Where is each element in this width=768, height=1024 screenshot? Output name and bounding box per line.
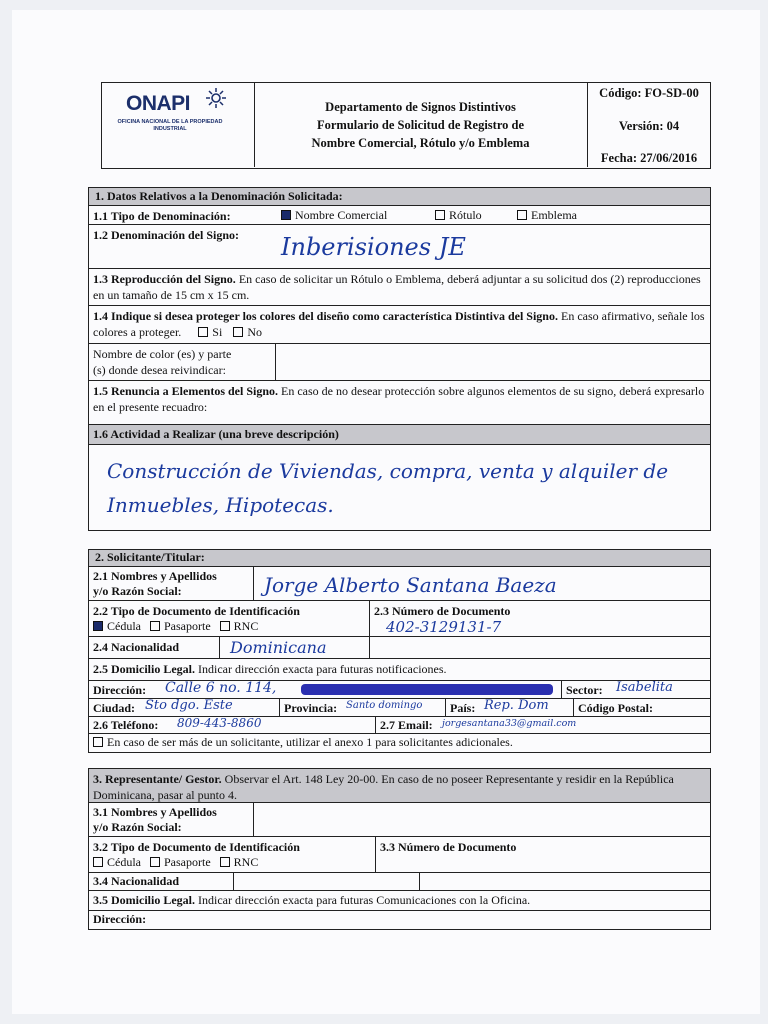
form-code: Código: FO-SD-00 bbox=[599, 86, 699, 100]
tipo-documento-cell bbox=[89, 601, 369, 636]
form-date: Fecha: 27/06/2016 bbox=[600, 151, 698, 165]
representante-nacionalidad-label: 3.4 Nacionalidad bbox=[93, 874, 180, 888]
color-nombres-field[interactable] bbox=[275, 344, 710, 380]
logo-subtitle: OFICINA NACIONAL DE LA PROPIEDAD INDUSTRIAL bbox=[117, 119, 223, 132]
option-label: Si bbox=[212, 325, 223, 339]
title-line: Departamento de Signos Distintivos bbox=[325, 100, 516, 114]
email-label: 2.7 Email: bbox=[380, 718, 433, 732]
solicitante-nombre-value: Jorge Alberto Santana Baeza bbox=[264, 573, 557, 597]
sun-icon bbox=[205, 87, 227, 109]
pais-cell[interactable] bbox=[445, 699, 573, 716]
representante-nombre-label bbox=[89, 803, 253, 836]
representante-tipo-label: 3.2 Tipo de Documento de Identificación bbox=[93, 840, 300, 854]
row-denominacion bbox=[89, 225, 710, 269]
row-actividad[interactable] bbox=[89, 445, 710, 530]
section-2-table bbox=[88, 549, 711, 753]
nacionalidad-label: 2.4 Nacionalidad bbox=[93, 640, 180, 654]
section-3-table bbox=[88, 768, 711, 930]
row-anexo[interactable] bbox=[89, 734, 710, 752]
representante-domicilio-label: 3.5 Domicilio Legal. bbox=[93, 893, 195, 907]
representante-nacionalidad-field[interactable] bbox=[233, 873, 419, 890]
option-emblema[interactable] bbox=[517, 208, 577, 223]
representante-label: 3. Representante/ Gestor. bbox=[93, 772, 222, 786]
checkbox-icon bbox=[150, 857, 160, 867]
row-representante-nacionalidad bbox=[89, 873, 710, 891]
label-line: y/o Razón Social: bbox=[93, 584, 182, 598]
section-1-table bbox=[88, 187, 711, 531]
denominacion-value[interactable]: Inberisiones JE bbox=[281, 233, 466, 261]
checkbox-icon bbox=[198, 327, 208, 337]
pais-label: País: bbox=[450, 701, 476, 715]
form-header bbox=[101, 82, 711, 169]
option-rotulo[interactable] bbox=[435, 208, 482, 223]
tipo-denominacion-label: 1.1 Tipo de Denominación: bbox=[93, 209, 231, 223]
checkbox-icon bbox=[220, 857, 230, 867]
colores-label: 1.4 Indique si desea proteger los colores del diseño como característica Distintiva del Signo. bbox=[93, 309, 558, 323]
row-reproduccion bbox=[89, 269, 710, 306]
option-cedula[interactable] bbox=[93, 619, 141, 633]
provincia-value: Santo domingo bbox=[346, 700, 423, 711]
ciudad-value: Sto dgo. Este bbox=[145, 698, 233, 713]
email-value: jorgesantana33@gmail.com bbox=[442, 718, 577, 729]
form-version: Versión: 04 bbox=[618, 119, 680, 133]
redaction-mark bbox=[301, 684, 553, 695]
option-label: Nombre Comercial bbox=[295, 208, 388, 222]
row-renuncia bbox=[89, 381, 710, 425]
checkbox-icon bbox=[93, 857, 103, 867]
option-label: Emblema bbox=[531, 208, 577, 222]
checkbox-icon bbox=[435, 210, 445, 220]
email-cell[interactable] bbox=[375, 717, 710, 733]
section-1-title: 1. Datos Relativos a la Denominación Solicitada: bbox=[89, 188, 710, 206]
label-line: Nombre de color (es) y parte bbox=[93, 347, 232, 361]
row-representante-direccion[interactable] bbox=[89, 911, 710, 929]
codigo-postal-label: Código Postal: bbox=[578, 701, 653, 715]
row-nacionalidad bbox=[89, 637, 710, 659]
representante-direccion-label: Dirección: bbox=[93, 912, 147, 926]
numero-documento-cell[interactable] bbox=[369, 601, 710, 636]
codigo-postal-cell[interactable] bbox=[573, 699, 710, 716]
title-line: Nombre Comercial, Rótulo y/o Emblema bbox=[311, 136, 530, 150]
option-label: Pasaporte bbox=[164, 619, 211, 633]
anexo-text: En caso de ser más de un solicitante, utilizar el anexo 1 para solicitantes adicionales. bbox=[107, 735, 513, 749]
nacionalidad-field[interactable] bbox=[219, 637, 369, 658]
checkbox-icon bbox=[220, 621, 230, 631]
nacionalidad-value: Dominicana bbox=[230, 638, 327, 657]
checkbox-icon bbox=[517, 210, 527, 220]
checkbox-icon bbox=[150, 621, 160, 631]
reproduccion-label: 1.3 Reproducción del Signo. bbox=[93, 272, 236, 286]
colores-text: En caso afirmativo, señale los colores a proteger. bbox=[93, 309, 705, 339]
option-label: Cédula bbox=[107, 855, 141, 869]
row-representante-nombre bbox=[89, 803, 710, 837]
domicilio-text: Indicar dirección exacta para futuras notificaciones. bbox=[195, 662, 447, 676]
telefono-label: 2.6 Teléfono: bbox=[93, 718, 159, 732]
representante-nacionalidad-extra bbox=[419, 873, 710, 890]
direccion-value[interactable]: Calle 6 no. 114, bbox=[165, 680, 277, 696]
option-label: RNC bbox=[233, 619, 259, 633]
numero-documento-value: 402-3129131-7 bbox=[386, 618, 502, 636]
provincia-label: Provincia: bbox=[284, 701, 338, 715]
checkbox-checked-icon bbox=[93, 621, 103, 631]
row-documento bbox=[89, 601, 710, 637]
representante-nombre-field[interactable] bbox=[253, 803, 710, 836]
representante-numero-label: 3.3 Número de Documento bbox=[380, 840, 517, 854]
option-no[interactable] bbox=[233, 325, 262, 339]
option-si[interactable] bbox=[198, 325, 222, 339]
label-line: y/o Razón Social: bbox=[93, 820, 182, 834]
row-representante-documento bbox=[89, 837, 710, 873]
representante-tipo-cell bbox=[89, 837, 375, 872]
telefono-value: 809-443-8860 bbox=[177, 716, 262, 730]
row-tipo-denominacion bbox=[89, 206, 710, 225]
sector-cell[interactable] bbox=[561, 681, 710, 698]
section-3-title bbox=[89, 769, 710, 803]
actividad-line: Construcción de Viviendas, compra, venta y alquiler de bbox=[107, 459, 669, 483]
pais-value: Rep. Dom bbox=[484, 698, 549, 713]
option-label: Rótulo bbox=[449, 208, 482, 222]
sector-value: Isabelita bbox=[616, 680, 673, 695]
renuncia-text: En caso de no desear protección sobre algunos elementos de su signo, deberá expresarlo en el presente recuadro: bbox=[93, 384, 705, 414]
domicilio-label: 2.5 Domicilio Legal. bbox=[93, 662, 195, 676]
checkbox-icon bbox=[93, 737, 103, 747]
checkbox-icon bbox=[233, 327, 243, 337]
row-representante-domicilio bbox=[89, 891, 710, 911]
option-label: Pasaporte bbox=[164, 855, 211, 869]
form-meta bbox=[588, 83, 710, 167]
label-line: (s) donde desea reivindicar: bbox=[93, 363, 226, 377]
section-2-title: 2. Solicitante/Titular: bbox=[89, 550, 710, 567]
row-domicilio bbox=[89, 659, 710, 681]
telefono-cell[interactable] bbox=[89, 717, 375, 733]
option-pasaporte[interactable] bbox=[150, 619, 211, 633]
option-rnc[interactable] bbox=[220, 855, 259, 869]
row-color-nombres bbox=[89, 344, 710, 381]
row-telefono bbox=[89, 717, 710, 734]
solicitante-nombre-field[interactable] bbox=[253, 567, 710, 600]
option-label: No bbox=[247, 325, 262, 339]
checkbox-checked-icon bbox=[281, 210, 291, 220]
row-colores bbox=[89, 306, 710, 344]
tipo-documento-label: 2.2 Tipo de Documento de Identificación bbox=[93, 604, 300, 618]
denominacion-label: 1.2 Denominación del Signo: bbox=[93, 228, 240, 242]
representante-domicilio-text: Indicar dirección exacta para futuras Comunicaciones con la Oficina. bbox=[195, 893, 531, 907]
reproduccion-text: En caso de solicitar un Rótulo o Emblema, deberá adjuntar a su solicitud dos (2) reproducciones en un tamaño de 15 cm x 15 cm. bbox=[93, 272, 701, 302]
representante-text: Observar el Art. 148 Ley 20-00. En caso de no poseer Representante y residir en la República Dominicana, pasar al punto 4. bbox=[93, 772, 674, 802]
option-rnc[interactable] bbox=[220, 619, 259, 633]
option-nombre-comercial[interactable] bbox=[281, 208, 387, 223]
option-label: Cédula bbox=[107, 619, 141, 633]
label-line: 2.1 Nombres y Apellidos bbox=[93, 569, 217, 583]
actividad-line: Inmuebles, Hipotecas. bbox=[107, 493, 334, 517]
sector-label: Sector: bbox=[566, 683, 603, 697]
numero-documento-label: 2.3 Número de Documento bbox=[374, 604, 511, 618]
ciudad-label: Ciudad: bbox=[93, 701, 136, 715]
representante-numero-cell[interactable] bbox=[375, 837, 710, 872]
ciudad-cell[interactable] bbox=[89, 699, 279, 716]
logo-wordmark: ONAPI bbox=[126, 92, 191, 115]
option-label: RNC bbox=[233, 855, 259, 869]
title-line: Formulario de Solicitud de Registro de bbox=[316, 118, 525, 132]
row-direccion bbox=[89, 681, 710, 699]
option-cedula[interactable] bbox=[93, 855, 141, 869]
direccion-label: Dirección: bbox=[93, 683, 147, 697]
option-pasaporte[interactable] bbox=[150, 855, 211, 869]
nacionalidad-extra bbox=[369, 637, 710, 658]
renuncia-label: 1.5 Renuncia a Elementos del Signo. bbox=[93, 384, 279, 398]
solicitante-nombre-label bbox=[89, 567, 253, 600]
row-solicitante-nombre bbox=[89, 567, 710, 601]
onapi-logo bbox=[102, 83, 255, 167]
color-nombres-label bbox=[89, 344, 275, 380]
provincia-cell[interactable] bbox=[279, 699, 445, 716]
actividad-label: 1.6 Actividad a Realizar (una breve descripción) bbox=[89, 425, 710, 445]
form-title bbox=[254, 83, 588, 167]
label-line: 3.1 Nombres y Apellidos bbox=[93, 805, 217, 819]
